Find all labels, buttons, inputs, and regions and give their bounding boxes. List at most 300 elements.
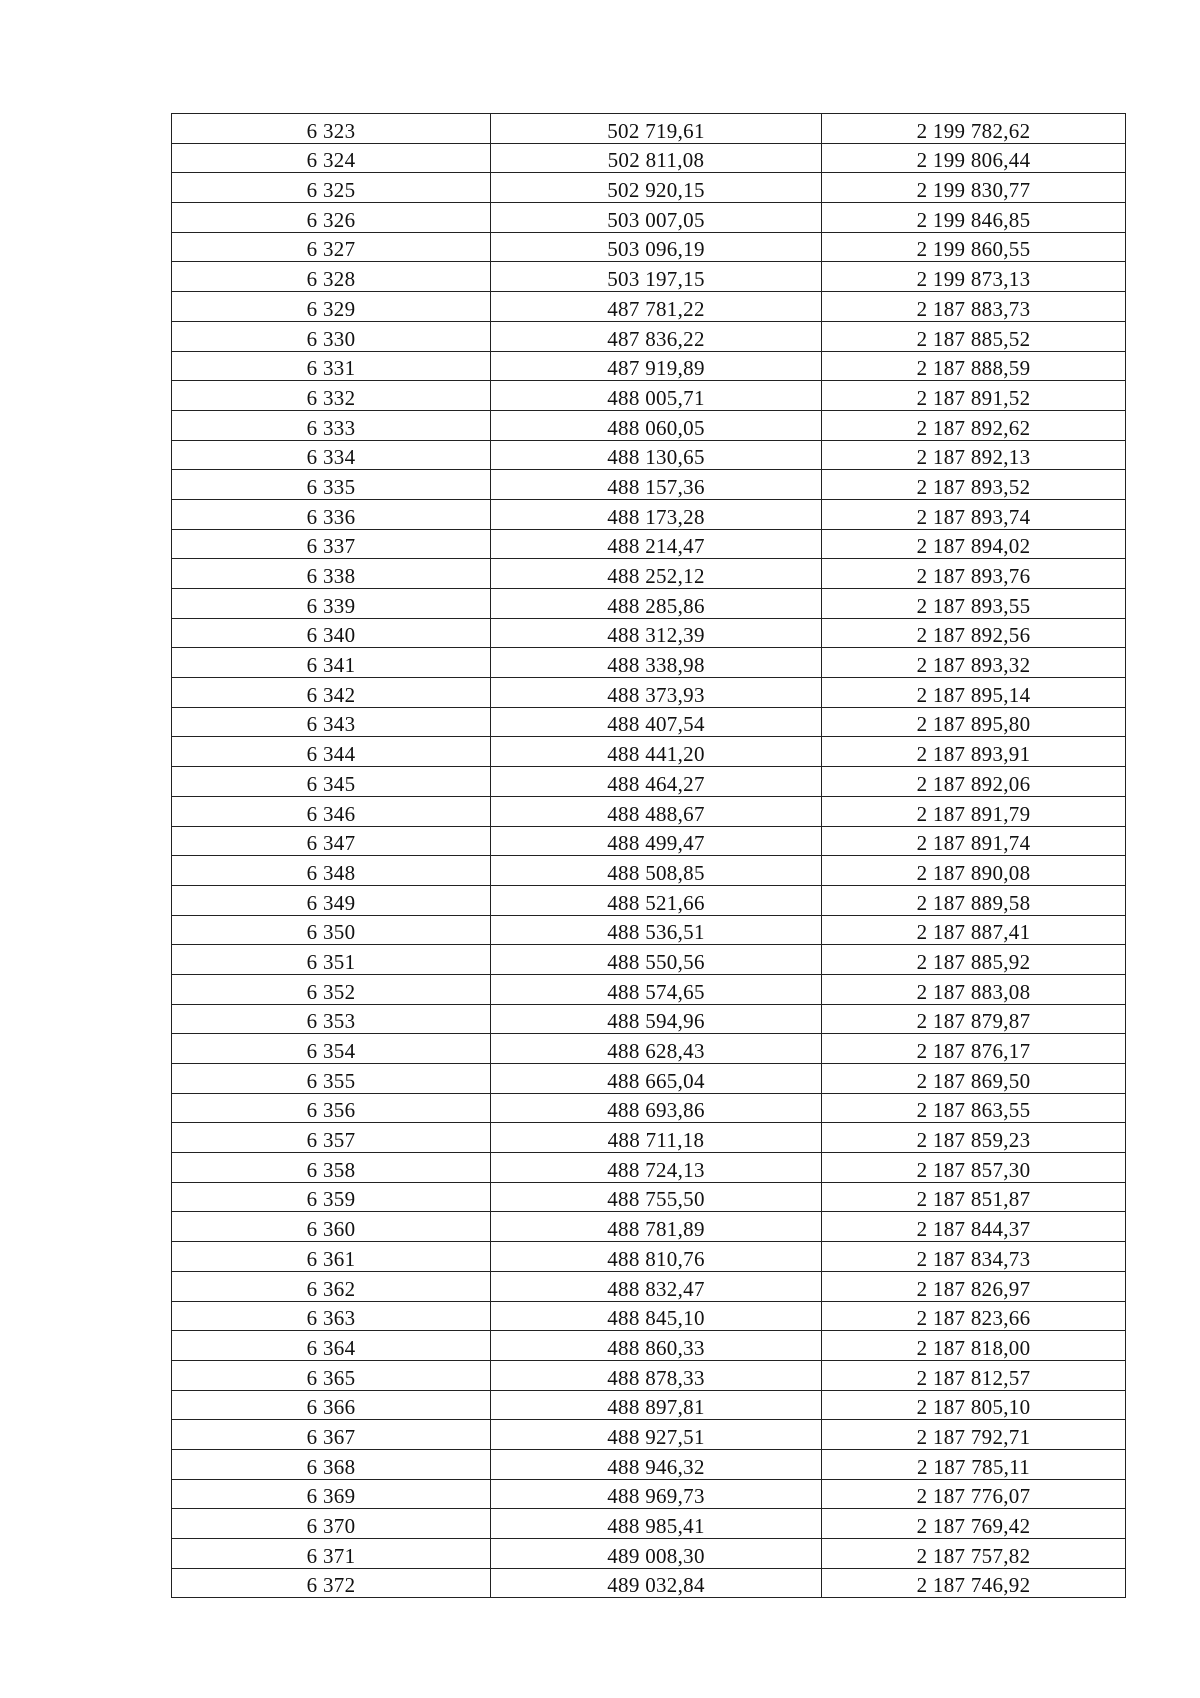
y-coordinate-cell-text: 2 187 892,56 xyxy=(916,623,1031,648)
y-coordinate-cell xyxy=(822,915,1126,945)
x-coordinate-cell-text: 502 811,08 xyxy=(607,148,705,173)
point-number-cell-text: 6 367 xyxy=(306,1424,356,1449)
x-coordinate-cell-text: 488 407,54 xyxy=(607,712,705,737)
y-coordinate-cell-text: 2 187 893,91 xyxy=(916,742,1031,767)
y-coordinate-cell xyxy=(822,410,1126,440)
y-coordinate-cell xyxy=(822,767,1126,797)
x-coordinate-cell xyxy=(491,589,822,619)
point-number-cell xyxy=(172,1360,491,1390)
point-number-cell-text: 6 364 xyxy=(306,1335,356,1360)
point-number-cell-text: 6 327 xyxy=(306,237,356,262)
x-coordinate-cell-text: 488 441,20 xyxy=(607,742,705,767)
point-number-cell xyxy=(172,410,491,440)
y-coordinate-cell-text: 2 187 823,66 xyxy=(916,1306,1031,1331)
x-coordinate-cell-text: 488 832,47 xyxy=(607,1276,705,1301)
point-number-cell xyxy=(172,1093,491,1123)
point-number-cell-text: 6 341 xyxy=(306,653,356,678)
y-coordinate-cell xyxy=(822,470,1126,500)
point-number-cell xyxy=(172,1271,491,1301)
point-number-cell xyxy=(172,1568,491,1598)
x-coordinate-cell xyxy=(491,410,822,440)
x-coordinate-cell xyxy=(491,767,822,797)
point-number-cell xyxy=(172,529,491,559)
x-coordinate-cell xyxy=(491,915,822,945)
point-number-cell-text: 6 342 xyxy=(306,682,356,707)
x-coordinate-cell xyxy=(491,381,822,411)
point-number-cell xyxy=(172,589,491,619)
y-coordinate-cell-text: 2 187 769,42 xyxy=(916,1514,1031,1538)
point-number-cell xyxy=(172,1301,491,1331)
y-coordinate-cell xyxy=(822,1331,1126,1361)
table-row xyxy=(172,321,1126,351)
point-number-cell xyxy=(172,114,491,144)
x-coordinate-cell xyxy=(491,707,822,737)
y-coordinate-cell xyxy=(822,1539,1126,1569)
y-coordinate-cell xyxy=(822,589,1126,619)
x-coordinate-cell xyxy=(491,1509,822,1539)
point-number-cell xyxy=(172,945,491,975)
table-row xyxy=(172,203,1126,233)
y-coordinate-cell-text: 2 187 883,73 xyxy=(916,296,1031,321)
x-coordinate-cell xyxy=(491,321,822,351)
y-coordinate-cell xyxy=(822,945,1126,975)
y-coordinate-cell-text: 2 187 892,06 xyxy=(916,771,1031,796)
point-number-cell xyxy=(172,707,491,737)
y-coordinate-cell xyxy=(822,232,1126,262)
point-number-cell-text: 6 371 xyxy=(306,1543,356,1568)
x-coordinate-cell xyxy=(491,203,822,233)
x-coordinate-cell-text: 488 969,73 xyxy=(607,1484,705,1509)
y-coordinate-cell xyxy=(822,321,1126,351)
y-coordinate-cell-text: 2 187 892,62 xyxy=(916,415,1031,440)
point-number-cell xyxy=(172,1390,491,1420)
point-number-cell-text: 6 357 xyxy=(306,1128,356,1153)
x-coordinate-cell xyxy=(491,1539,822,1569)
y-coordinate-cell xyxy=(822,1271,1126,1301)
y-coordinate-cell-text: 2 187 893,52 xyxy=(916,474,1031,499)
y-coordinate-cell xyxy=(822,1509,1126,1539)
table-row xyxy=(172,1390,1126,1420)
point-number-cell xyxy=(172,767,491,797)
y-coordinate-cell xyxy=(822,529,1126,559)
x-coordinate-cell xyxy=(491,529,822,559)
point-number-cell-text: 6 350 xyxy=(306,920,356,945)
y-coordinate-cell-text: 2 187 893,32 xyxy=(916,653,1031,678)
point-number-cell-text: 6 346 xyxy=(306,801,356,826)
x-coordinate-cell xyxy=(491,1123,822,1153)
table-row xyxy=(172,618,1126,648)
x-coordinate-cell-text: 488 536,51 xyxy=(607,920,705,945)
x-coordinate-cell-text: 488 665,04 xyxy=(607,1068,705,1093)
point-number-cell-text: 6 366 xyxy=(306,1395,356,1420)
y-coordinate-cell xyxy=(822,885,1126,915)
y-coordinate-cell-text: 2 187 746,92 xyxy=(916,1573,1031,1598)
table-row xyxy=(172,1449,1126,1479)
point-number-cell xyxy=(172,499,491,529)
table-row xyxy=(172,1093,1126,1123)
coordinates-table xyxy=(171,113,1126,1598)
x-coordinate-cell-text: 488 005,71 xyxy=(607,385,705,410)
point-number-cell-text: 6 324 xyxy=(306,148,356,173)
x-coordinate-cell xyxy=(491,1271,822,1301)
x-coordinate-cell-text: 488 214,47 xyxy=(607,534,705,559)
table-row xyxy=(172,1509,1126,1539)
point-number-cell-text: 6 331 xyxy=(306,356,356,381)
y-coordinate-cell xyxy=(822,1153,1126,1183)
y-coordinate-cell xyxy=(822,292,1126,322)
table-row xyxy=(172,1479,1126,1509)
x-coordinate-cell xyxy=(491,1182,822,1212)
x-coordinate-cell xyxy=(491,440,822,470)
table-row xyxy=(172,707,1126,737)
point-number-cell-text: 6 353 xyxy=(306,1009,356,1034)
x-coordinate-cell-text: 488 130,65 xyxy=(607,445,705,470)
point-number-cell xyxy=(172,648,491,678)
y-coordinate-cell xyxy=(822,1242,1126,1272)
point-number-cell xyxy=(172,173,491,203)
y-coordinate-cell-text: 2 187 876,17 xyxy=(916,1039,1031,1063)
point-number-cell-text: 6 372 xyxy=(306,1573,356,1598)
y-coordinate-cell-text: 2 187 818,00 xyxy=(916,1335,1031,1360)
x-coordinate-cell xyxy=(491,1331,822,1361)
x-coordinate-cell-text: 488 755,50 xyxy=(607,1187,705,1212)
table-row xyxy=(172,974,1126,1004)
y-coordinate-cell xyxy=(822,826,1126,856)
point-number-cell xyxy=(172,203,491,233)
x-coordinate-cell-text: 488 711,18 xyxy=(607,1128,705,1153)
x-coordinate-cell xyxy=(491,292,822,322)
y-coordinate-cell xyxy=(822,1568,1126,1598)
point-number-cell-text: 6 337 xyxy=(306,534,356,559)
x-coordinate-cell xyxy=(491,1449,822,1479)
point-number-cell xyxy=(172,1242,491,1272)
x-coordinate-cell xyxy=(491,678,822,708)
point-number-cell-text: 6 358 xyxy=(306,1157,356,1182)
y-coordinate-cell-text: 2 199 782,62 xyxy=(916,118,1031,143)
point-number-cell xyxy=(172,678,491,708)
x-coordinate-cell xyxy=(491,1390,822,1420)
y-coordinate-cell-text: 2 187 757,82 xyxy=(916,1543,1031,1568)
point-number-cell xyxy=(172,796,491,826)
table-row xyxy=(172,470,1126,500)
table-row xyxy=(172,1123,1126,1153)
point-number-cell-text: 6 326 xyxy=(306,207,356,232)
table-row xyxy=(172,1420,1126,1450)
x-coordinate-cell-text: 488 724,13 xyxy=(607,1157,705,1182)
x-coordinate-cell-text: 488 464,27 xyxy=(607,771,705,796)
point-number-cell xyxy=(172,1182,491,1212)
y-coordinate-cell-text: 2 187 785,11 xyxy=(916,1454,1031,1479)
y-coordinate-cell xyxy=(822,1479,1126,1509)
point-number-cell xyxy=(172,1153,491,1183)
x-coordinate-cell xyxy=(491,1212,822,1242)
y-coordinate-cell-text: 2 187 893,76 xyxy=(916,564,1031,588)
y-coordinate-cell-text: 2 187 893,55 xyxy=(916,593,1031,618)
y-coordinate-cell xyxy=(822,1182,1126,1212)
point-number-cell xyxy=(172,1539,491,1569)
point-number-cell xyxy=(172,1420,491,1450)
point-number-cell xyxy=(172,559,491,589)
x-coordinate-cell-text: 489 008,30 xyxy=(607,1543,705,1568)
point-number-cell-text: 6 362 xyxy=(306,1276,356,1301)
table-row xyxy=(172,1182,1126,1212)
y-coordinate-cell xyxy=(822,262,1126,292)
x-coordinate-cell-text: 488 878,33 xyxy=(607,1365,705,1390)
point-number-cell-text: 6 352 xyxy=(306,979,356,1004)
point-number-cell-text: 6 360 xyxy=(306,1217,356,1242)
point-number-cell-text: 6 344 xyxy=(306,742,356,767)
y-coordinate-cell xyxy=(822,440,1126,470)
point-number-cell xyxy=(172,143,491,173)
y-coordinate-cell-text: 2 187 891,74 xyxy=(916,831,1031,856)
point-number-cell-text: 6 345 xyxy=(306,771,356,796)
x-coordinate-cell xyxy=(491,796,822,826)
y-coordinate-cell xyxy=(822,1123,1126,1153)
x-coordinate-cell xyxy=(491,1360,822,1390)
table-row xyxy=(172,678,1126,708)
x-coordinate-cell-text: 488 521,66 xyxy=(607,890,705,915)
point-number-cell xyxy=(172,826,491,856)
x-coordinate-cell xyxy=(491,856,822,886)
x-coordinate-cell-text: 488 508,85 xyxy=(607,860,705,885)
x-coordinate-cell xyxy=(491,143,822,173)
y-coordinate-cell-text: 2 187 885,52 xyxy=(916,326,1031,351)
x-coordinate-cell-text: 488 499,47 xyxy=(607,831,705,856)
x-coordinate-cell xyxy=(491,737,822,767)
y-coordinate-cell xyxy=(822,1420,1126,1450)
y-coordinate-cell-text: 2 199 846,85 xyxy=(916,207,1031,232)
table-row xyxy=(172,1539,1126,1569)
table-row xyxy=(172,440,1126,470)
y-coordinate-cell-text: 2 187 851,87 xyxy=(916,1187,1031,1212)
x-coordinate-cell-text: 488 693,86 xyxy=(607,1098,705,1123)
point-number-cell xyxy=(172,470,491,500)
point-number-cell xyxy=(172,292,491,322)
x-coordinate-cell xyxy=(491,826,822,856)
point-number-cell xyxy=(172,1449,491,1479)
y-coordinate-cell-text: 2 199 830,77 xyxy=(916,178,1031,203)
table-row xyxy=(172,1242,1126,1272)
table-row xyxy=(172,1153,1126,1183)
x-coordinate-cell-text: 488 252,12 xyxy=(607,564,705,588)
x-coordinate-cell xyxy=(491,648,822,678)
x-coordinate-cell-text: 488 927,51 xyxy=(607,1424,705,1449)
y-coordinate-cell-text: 2 187 879,87 xyxy=(916,1009,1031,1034)
y-coordinate-cell-text: 2 187 869,50 xyxy=(916,1068,1031,1093)
y-coordinate-cell-text: 2 187 805,10 xyxy=(916,1395,1031,1420)
x-coordinate-cell-text: 488 488,67 xyxy=(607,801,705,826)
table-row xyxy=(172,1064,1126,1094)
x-coordinate-cell xyxy=(491,1420,822,1450)
y-coordinate-cell xyxy=(822,737,1126,767)
y-coordinate-cell xyxy=(822,648,1126,678)
y-coordinate-cell-text: 2 187 883,08 xyxy=(916,979,1031,1004)
point-number-cell xyxy=(172,915,491,945)
table-row xyxy=(172,737,1126,767)
x-coordinate-cell-text: 487 781,22 xyxy=(607,296,705,321)
point-number-cell xyxy=(172,737,491,767)
table-row xyxy=(172,915,1126,945)
point-number-cell-text: 6 348 xyxy=(306,860,356,885)
point-number-cell xyxy=(172,618,491,648)
point-number-cell-text: 6 359 xyxy=(306,1187,356,1212)
table-row xyxy=(172,1568,1126,1598)
table-row xyxy=(172,351,1126,381)
point-number-cell-text: 6 329 xyxy=(306,296,356,321)
table-row xyxy=(172,292,1126,322)
x-coordinate-cell-text: 488 574,65 xyxy=(607,979,705,1004)
y-coordinate-cell-text: 2 187 859,23 xyxy=(916,1128,1031,1153)
point-number-cell-text: 6 332 xyxy=(306,385,356,410)
point-number-cell xyxy=(172,262,491,292)
y-coordinate-cell-text: 2 187 894,02 xyxy=(916,534,1031,559)
point-number-cell xyxy=(172,351,491,381)
point-number-cell xyxy=(172,1034,491,1064)
y-coordinate-cell xyxy=(822,678,1126,708)
point-number-cell-text: 6 325 xyxy=(306,178,356,203)
y-coordinate-cell-text: 2 187 885,92 xyxy=(916,949,1031,974)
x-coordinate-cell xyxy=(491,351,822,381)
x-coordinate-cell xyxy=(491,499,822,529)
x-coordinate-cell-text: 488 338,98 xyxy=(607,653,705,678)
x-coordinate-cell xyxy=(491,618,822,648)
y-coordinate-cell-text: 2 187 826,97 xyxy=(916,1276,1031,1301)
x-coordinate-cell-text: 502 920,15 xyxy=(607,178,705,203)
x-coordinate-cell-text: 487 836,22 xyxy=(607,326,705,351)
y-coordinate-cell-text: 2 187 891,79 xyxy=(916,801,1031,826)
y-coordinate-cell xyxy=(822,1390,1126,1420)
point-number-cell-text: 6 356 xyxy=(306,1098,356,1123)
y-coordinate-cell xyxy=(822,1064,1126,1094)
y-coordinate-cell-text: 2 187 890,08 xyxy=(916,860,1031,885)
table-row xyxy=(172,381,1126,411)
x-coordinate-cell-text: 488 781,89 xyxy=(607,1217,705,1242)
point-number-cell xyxy=(172,1123,491,1153)
x-coordinate-cell-text: 488 845,10 xyxy=(607,1306,705,1331)
table-row xyxy=(172,796,1126,826)
x-coordinate-cell xyxy=(491,1064,822,1094)
x-coordinate-cell-text: 488 373,93 xyxy=(607,682,705,707)
x-coordinate-cell-text: 488 860,33 xyxy=(607,1335,705,1360)
x-coordinate-cell-text: 487 919,89 xyxy=(607,356,705,381)
point-number-cell xyxy=(172,885,491,915)
x-coordinate-cell xyxy=(491,262,822,292)
point-number-cell-text: 6 354 xyxy=(306,1039,356,1063)
y-coordinate-cell xyxy=(822,1360,1126,1390)
y-coordinate-cell xyxy=(822,1301,1126,1331)
y-coordinate-cell-text: 2 187 895,14 xyxy=(916,682,1031,707)
y-coordinate-cell xyxy=(822,499,1126,529)
y-coordinate-cell-text: 2 187 776,07 xyxy=(916,1484,1031,1509)
table-row xyxy=(172,262,1126,292)
y-coordinate-cell xyxy=(822,707,1126,737)
y-coordinate-cell xyxy=(822,559,1126,589)
table-row xyxy=(172,589,1126,619)
point-number-cell xyxy=(172,1331,491,1361)
point-number-cell xyxy=(172,1004,491,1034)
table-row xyxy=(172,529,1126,559)
x-coordinate-cell xyxy=(491,173,822,203)
point-number-cell-text: 6 330 xyxy=(306,326,356,351)
x-coordinate-cell xyxy=(491,1242,822,1272)
point-number-cell xyxy=(172,321,491,351)
y-coordinate-cell xyxy=(822,351,1126,381)
point-number-cell xyxy=(172,1064,491,1094)
x-coordinate-cell xyxy=(491,1568,822,1598)
table-row xyxy=(172,114,1126,144)
point-number-cell-text: 6 328 xyxy=(306,267,356,292)
x-coordinate-cell-text: 488 312,39 xyxy=(607,623,705,648)
point-number-cell xyxy=(172,974,491,1004)
y-coordinate-cell-text: 2 187 893,74 xyxy=(916,504,1031,529)
x-coordinate-cell xyxy=(491,945,822,975)
x-coordinate-cell-text: 488 550,56 xyxy=(607,949,705,974)
y-coordinate-cell xyxy=(822,796,1126,826)
point-number-cell-text: 6 323 xyxy=(306,118,356,143)
point-number-cell-text: 6 351 xyxy=(306,949,356,974)
x-coordinate-cell-text: 488 157,36 xyxy=(607,474,705,499)
y-coordinate-cell xyxy=(822,1004,1126,1034)
table-row xyxy=(172,499,1126,529)
x-coordinate-cell xyxy=(491,1479,822,1509)
table-row xyxy=(172,856,1126,886)
point-number-cell xyxy=(172,440,491,470)
x-coordinate-cell xyxy=(491,1153,822,1183)
y-coordinate-cell-text: 2 199 873,13 xyxy=(916,267,1031,292)
x-coordinate-cell xyxy=(491,1093,822,1123)
x-coordinate-cell-text: 488 897,81 xyxy=(607,1395,705,1420)
y-coordinate-cell xyxy=(822,173,1126,203)
x-coordinate-cell xyxy=(491,974,822,1004)
x-coordinate-cell xyxy=(491,559,822,589)
table-row xyxy=(172,1212,1126,1242)
point-number-cell-text: 6 338 xyxy=(306,564,356,588)
x-coordinate-cell xyxy=(491,114,822,144)
point-number-cell-text: 6 355 xyxy=(306,1068,356,1093)
table-row xyxy=(172,559,1126,589)
point-number-cell xyxy=(172,1509,491,1539)
table-row xyxy=(172,1034,1126,1064)
y-coordinate-cell-text: 2 187 895,80 xyxy=(916,712,1031,737)
table-row xyxy=(172,1271,1126,1301)
point-number-cell-text: 6 363 xyxy=(306,1306,356,1331)
table-row xyxy=(172,143,1126,173)
y-coordinate-cell-text: 2 187 844,37 xyxy=(916,1217,1031,1242)
point-number-cell-text: 6 340 xyxy=(306,623,356,648)
y-coordinate-cell-text: 2 187 792,71 xyxy=(916,1424,1031,1449)
table-row xyxy=(172,885,1126,915)
y-coordinate-cell-text: 2 187 812,57 xyxy=(916,1365,1031,1390)
x-coordinate-cell-text: 488 060,05 xyxy=(607,415,705,440)
point-number-cell xyxy=(172,232,491,262)
x-coordinate-cell xyxy=(491,885,822,915)
x-coordinate-cell-text: 503 197,15 xyxy=(607,267,705,292)
x-coordinate-cell xyxy=(491,1301,822,1331)
x-coordinate-cell-text: 488 985,41 xyxy=(607,1514,705,1538)
table-row xyxy=(172,826,1126,856)
table-row xyxy=(172,648,1126,678)
point-number-cell xyxy=(172,1212,491,1242)
y-coordinate-cell xyxy=(822,1212,1126,1242)
table-row xyxy=(172,1004,1126,1034)
table-row xyxy=(172,173,1126,203)
y-coordinate-cell-text: 2 187 891,52 xyxy=(916,385,1031,410)
point-number-cell-text: 6 349 xyxy=(306,890,356,915)
y-coordinate-cell-text: 2 187 888,59 xyxy=(916,356,1031,381)
y-coordinate-cell xyxy=(822,974,1126,1004)
point-number-cell-text: 6 335 xyxy=(306,474,356,499)
y-coordinate-cell xyxy=(822,143,1126,173)
